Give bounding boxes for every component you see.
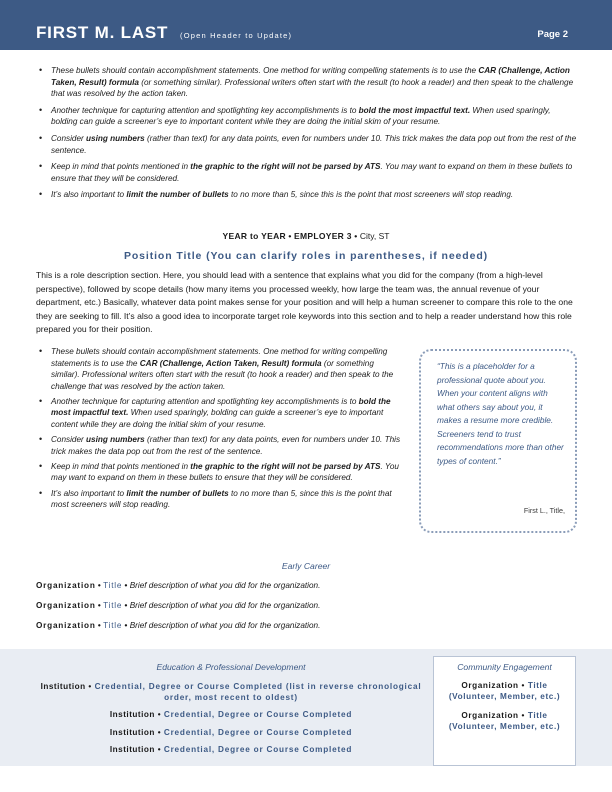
page-number: Page 2 [537,29,568,40]
position-title: Position Title (You can clarify roles in parentheses, if needed) [123,250,489,262]
education-row [36,727,426,738]
role-description: Brief description of what you did for the organization. [129,601,321,610]
early-career-row [36,581,578,601]
separator: • [88,682,92,691]
candidate-name: FIRST M. LAST [36,23,169,42]
separator: • [124,601,128,610]
job-dates: YEAR to YEAR [222,231,286,241]
role-description: Brief description of what you did for the organization. [129,581,321,590]
role-title: Title [103,581,123,590]
bullet-item: • Consider using numbers (rather than text) for any data points, even for numbers under 10. This trick makes the data pop out from the rest of the sentence. [36,133,578,156]
employer-name: EMPLOYER 3 [294,231,352,241]
separator: • [521,710,526,720]
education-row [36,681,426,703]
separator: • [157,710,162,720]
credential: Credential, Degree or Course Completed [163,710,353,720]
credential: Credential, Degree or Course Completed (list in reverse chronological order, most recent to oldest) [94,682,422,703]
bullet-item: • It’s also important to limit the number of bullets to no more than 5, since this is the point that most screeners will stop reading. [36,488,404,511]
role-title: Title [103,621,123,630]
institution: Institution [40,682,86,691]
separator: • [124,581,128,590]
education-row [36,744,426,755]
separator: • [157,744,162,754]
organization: Organization [36,621,96,630]
separator: • [354,231,358,241]
credential: Credential, Degree or Course Completed [163,744,353,754]
bullet-item: • These bullets should contain accomplishment statements. One method for writing compelling statements is to use the CAR (Challenge, Action Taken, Result) formula (or something similar). Professional writers often start with the result (to hook a reader) and then speak to the challenge that was resolved by the action taken. [36,346,404,392]
job-location: City, ST [359,231,390,241]
education-heading: Education & Professional Development [156,662,306,672]
organization: Organization [461,681,519,690]
quote-attribution: First L., Title, [523,506,565,515]
separator: • [97,581,101,590]
organization: Organization [36,581,96,590]
page-header [0,0,612,50]
early-career-list [36,581,578,641]
separator: • [124,621,128,630]
bullet-item: • Another technique for capturing attention and spotlighting key accomplishments is to bold the most impactful text. When used sparingly, bolding can guide a screener’s eye to important content while they are doing the initial skim of your resume. [36,105,578,128]
education-list [36,681,426,761]
separator: • [97,601,101,610]
bullet-item: • These bullets should contain accomplishment statements. One method for writing compelling statements is to use the CAR (Challenge, Action Taken, Result) formula (or something similar). Professional writers often start with the result (to hook a reader) and then speak to the challenge that was resolved by the action taken. [36,65,578,100]
job-bullet-list [36,346,404,514]
credential: Credential, Degree or Course Completed [163,727,353,737]
institution: Institution [109,744,155,754]
early-career-row [36,601,578,621]
bullet-item: • Keep in mind that points mentioned in the graphic to the right will not be parsed by ATS. You may want to expand on them in these bullets to ensure that they will be considered. [36,461,404,484]
separator: • [288,231,292,241]
early-career-row [36,621,578,641]
bullet-item: • It’s also important to limit the number of bullets to no more than 5, since this is the point that most screeners will stop reading. [36,189,578,201]
early-career-heading: Early Career [281,561,331,571]
organization: Organization [461,710,519,720]
role-description: Brief description of what you did for the organization. [129,621,321,630]
separator: • [157,727,162,737]
header-note: (Open Header to Update) [180,31,293,40]
community-box [433,656,576,766]
quote-box [419,349,577,533]
bullet-item: • Consider using numbers (rather than text) for any data points, even for numbers under 10. This trick makes the data pop out from the rest of the sentence. [36,434,404,457]
organization: Organization [36,601,96,610]
institution: Institution [109,710,155,720]
role-title: Title [103,601,123,610]
community-role: Title (Volunteer, Member, etc.) [448,681,561,702]
role-description: This is a role description section. Here, you should lead with a sentence that explains what you did for the company (from a high-level perspective), followed by scope details (how many items you processed weekly, how large the team was, the annual revenue of your department, etc.) Basically, whatever data point makes sense for your position and will help a human screener to compare this role to the one they are seeking to fill. It’s also a good idea to incorporate target role keywords into this section and to help a reader understand how this role prepared you for their position. [36,270,573,335]
quote-text: “This is a placeholder for a professional quote about you. When your content aligns with what others say about you, it makes a resume more credible. Screeners tend to trust recommendations more than other types of content.” [437,361,564,466]
community-row [434,710,575,733]
bullet-item: • Keep in mind that points mentioned in the graphic to the right will not be parsed by ATS. You may want to expand on them in these bullets to ensure that they will be considered. [36,161,578,184]
separator: • [97,621,101,630]
community-row [434,680,575,703]
community-role: Title (Volunteer, Member, etc.) [448,710,561,732]
job-header-line [0,231,612,241]
institution: Institution [109,727,155,737]
community-heading: Community Engagement [457,662,552,672]
education-row [36,709,426,720]
bullet-item: • Another technique for capturing attention and spotlighting key accomplishments is to bold the most impactful text. When used sparingly, bolding can guide a screener’s eye to important content while they are doing the initial skim of your resume. [36,396,404,431]
separator: • [521,681,526,690]
top-bullet-list [36,65,578,206]
